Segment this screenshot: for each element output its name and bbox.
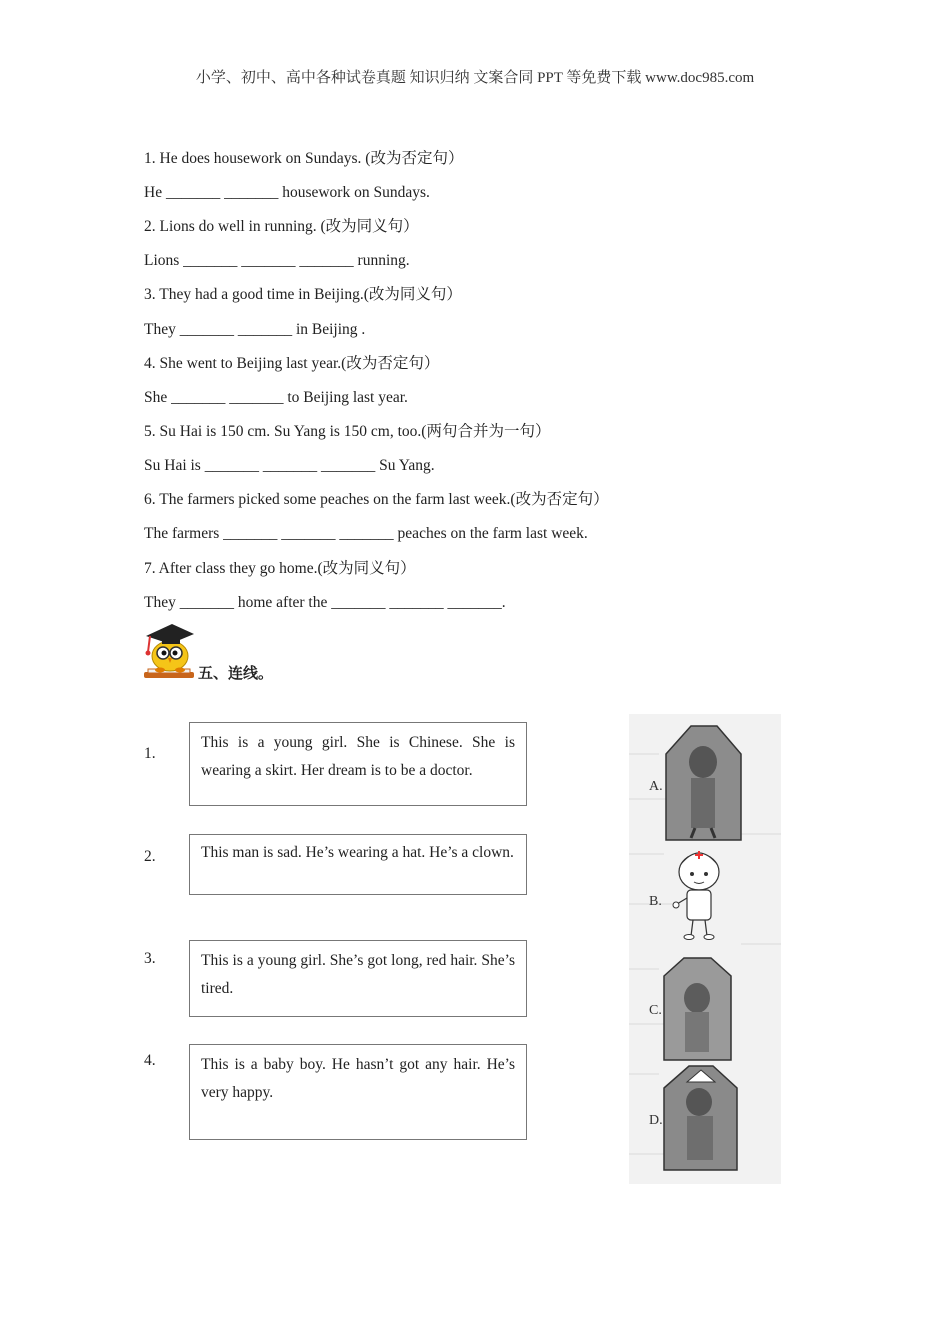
- picture-label-b: B.: [649, 894, 662, 909]
- owl-graduate-icon: [142, 622, 196, 680]
- item-2-number: 2.: [144, 848, 156, 865]
- question-7-prompt: 7. After class they go home.(改为同义句）: [144, 560, 416, 577]
- picture-label-c: C.: [649, 1003, 662, 1018]
- question-2-prompt: 2. Lions do well in running. (改为同义句）: [144, 218, 419, 235]
- question-3-prompt: 3. They had a good time in Beijing.(改为同义句）: [144, 286, 462, 303]
- item-1-description: This is a young girl. She is Chinese. She is wearing a skirt. Her dream is to be a doctor.: [189, 722, 527, 806]
- question-5-answer: Su Hai is _______ _______ _______ Su Yang.: [144, 457, 435, 474]
- question-1-prompt: 1. He does housework on Sundays. (改为否定句）: [144, 150, 464, 167]
- picture-label-d: D.: [649, 1113, 663, 1128]
- item-2-description: This man is sad. He’s wearing a hat. He’s a clown.: [189, 834, 527, 895]
- question-6-prompt: 6. The farmers picked some peaches on the farm last week.(改为否定句）: [144, 491, 609, 508]
- picture-d: [664, 1066, 737, 1170]
- picture-a: [666, 726, 741, 840]
- item-3-description: This is a young girl. She’s got long, red hair. She’s tired.: [189, 940, 527, 1017]
- question-4-prompt: 4. She went to Beijing last year.(改为否定句）: [144, 355, 440, 372]
- question-7-answer: They _______ home after the _______ _______ _______.: [144, 594, 506, 611]
- question-2-answer: Lions _______ _______ _______ running.: [144, 252, 410, 269]
- section-title: 五、连线。: [198, 664, 274, 682]
- question-6-answer: The farmers _______ _______ _______ peaches on the farm last week.: [144, 525, 588, 542]
- picture-c: [664, 958, 731, 1060]
- question-1-answer: He _______ _______ housework on Sundays.: [144, 184, 430, 201]
- question-3-answer: They _______ _______ in Beijing .: [144, 321, 366, 338]
- item-3-number: 3.: [144, 950, 156, 967]
- item-1-number: 1.: [144, 745, 156, 762]
- item-4-description: This is a baby boy. He hasn’t got any hair. He’s very happy.: [189, 1044, 527, 1140]
- picture-panel: [629, 714, 781, 1184]
- picture-label-a: A.: [649, 779, 663, 794]
- item-4-number: 4.: [144, 1052, 156, 1069]
- question-5-prompt: 5. Su Hai is 150 cm. Su Yang is 150 cm, too.(两句合并为一句）: [144, 423, 551, 440]
- question-4-answer: She _______ _______ to Beijing last year.: [144, 389, 408, 406]
- page-header: 小学、初中、高中各种试卷真题 知识归纳 文案合同 PPT 等免费下载 www.doc985.com: [195, 70, 755, 86]
